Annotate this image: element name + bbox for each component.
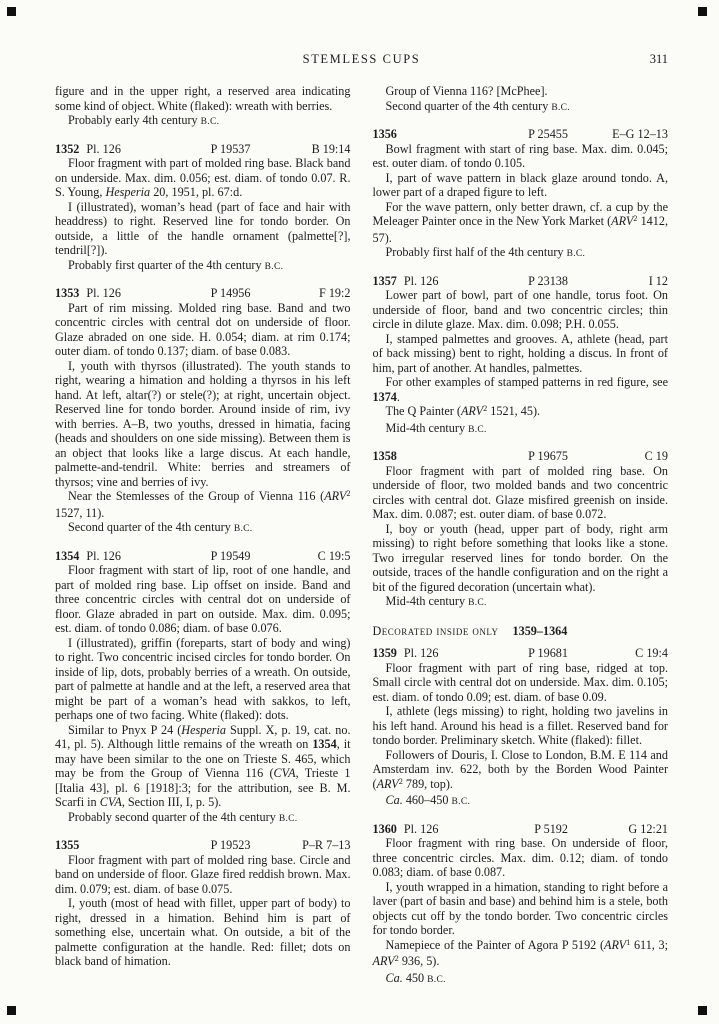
paragraph: [55, 810, 351, 827]
text-run: ARV: [604, 937, 627, 952]
paragraph: [373, 375, 669, 404]
inventory-number: P 19549: [210, 548, 251, 563]
text-run: Hesperia: [181, 722, 226, 737]
column-right: [373, 84, 669, 987]
plate-reference: Pl. 126: [86, 141, 121, 156]
paragraph: [55, 520, 351, 537]
grid-reference: P–R 7–13: [302, 838, 351, 852]
paragraph: [55, 723, 351, 810]
paragraph: [373, 522, 669, 595]
inventory-number: P 14956: [210, 286, 251, 300]
entry-heading: [373, 127, 669, 142]
page-number: 311: [649, 52, 668, 66]
text-run: figure and in the upper right, a reserved area indicating some kind of object. White (flaked): wreath with berries.: [55, 84, 351, 113]
text-run: I, boy or youth (head, upper part of body, right arm missing) to right before something that looks like a stone. Two irregular reserved lines for tondo border. On the outside, traces of the handle configuration and on the right a bit of the figured decoration (uncertain what).: [372, 521, 668, 594]
paragraph: [373, 421, 669, 438]
entry-id: [55, 142, 211, 157]
entry-number: 1358: [372, 449, 397, 463]
text-run: B.C.: [264, 261, 284, 272]
text-run: Second quarter of the 4th century: [385, 98, 552, 113]
text-run: I (illustrated), woman’s head (part of face and hair with headdress) to right. Reserved line for tondo border. On outside, a little of the handle ornament (palmette[?], tendril[?]).: [55, 199, 351, 257]
paragraph: [55, 896, 351, 969]
grid-reference: G 12:21: [628, 821, 668, 836]
text-run: B.C.: [278, 813, 298, 824]
paragraph: [55, 636, 351, 723]
text-run: Floor fragment with ring base. On underside of floor, three concentric circles. Max. dim. 0.12; diam. of tondo 0.083; diam. of base 0.087.: [372, 836, 668, 879]
text-run: B.C.: [551, 102, 570, 113]
entry-heading: [373, 822, 669, 837]
text-run: I, stamped palmettes and grooves. A, athlete (head, part of back missing) bent to right, holding a discus. In front of him, part of another. At handles, palmettes.: [372, 331, 668, 375]
entry-heading: [55, 142, 351, 157]
text-run: 460–450: [402, 793, 452, 807]
text-run: B.C.: [233, 524, 253, 534]
text-run: I (illustrated), griffin (foreparts, start of body and wing) to right. Two concentric incised circles for tondo border. On inside of lip, dots, probably berries of a wreath. On outside, part of palmette at handle and at the left, a reserved area that might be part of a woman’s head with sakkos, to left, perhaps one of two facing. White (flaked): dots.: [55, 635, 351, 722]
paragraph: [55, 489, 351, 520]
paragraph: [373, 971, 669, 988]
paragraph: [373, 84, 669, 99]
section-label: Decorated inside only: [372, 623, 499, 638]
inventory-number: P 5192: [534, 821, 568, 836]
text-run: Mid-4th century: [385, 420, 469, 435]
grid-reference: I 12: [648, 273, 668, 288]
entry-id: [373, 274, 529, 289]
text-run: 611, 3;: [630, 937, 668, 952]
text-run: Near the Stemlesses of the Group of Vienna 116 (: [68, 489, 325, 503]
paragraph: [55, 258, 351, 275]
grid-reference: C 19:5: [317, 548, 351, 563]
paragraph: [373, 200, 669, 246]
text-run: For the wave pattern, only better drawn, cf. a cup by the Meleager Painter once in the New York Market (: [372, 199, 668, 228]
paragraph: [373, 464, 669, 522]
paragraph: [55, 84, 351, 113]
text-run: CVA: [99, 795, 122, 809]
paragraph: [55, 156, 351, 200]
text-run: Group of Vienna 116? [McPhee].: [385, 84, 548, 98]
paragraph: [373, 288, 669, 332]
entry-heading: [373, 274, 669, 289]
paragraph: [55, 113, 351, 130]
text-run: B.C.: [200, 117, 220, 127]
text-run: , Trieste 1 [Italia 43], pl. 6 [1918]:3; for the attribution, see B. M. Scarfi in: [55, 766, 351, 809]
text-run: B.C.: [468, 424, 487, 435]
entry-number: 1352: [55, 141, 80, 156]
column-left: [55, 84, 351, 987]
inventory-number: P 23138: [528, 273, 568, 288]
paragraph: [373, 171, 669, 200]
text-run: 2: [483, 404, 488, 414]
entry-id: [373, 646, 529, 661]
paragraph: [55, 359, 351, 490]
text-run: Floor fragment with part of molded ring base. Black band on underside. Max. dim. 0.056; est. diam. of tondo 0.07. R. S. Young,: [55, 156, 351, 199]
grid-reference: C 19:4: [635, 646, 668, 660]
text-columns: [55, 84, 668, 987]
text-run: Bowl fragment with start of ring base. Max. dim. 0.045; est. outer diam. of tondo 0.105.: [372, 141, 668, 170]
text-run: 2: [398, 776, 403, 786]
paragraph: [373, 880, 669, 938]
entry-number: 1353: [55, 286, 80, 300]
paragraph: [55, 200, 351, 258]
section-range: 1359–1364: [512, 623, 568, 638]
text-run: ARV: [372, 954, 395, 968]
text-run: 1412, 57).: [372, 214, 668, 245]
entry-number: 1354: [55, 548, 80, 563]
text-run: Probably first quarter of the 4th century: [68, 257, 265, 272]
paragraph: [373, 793, 669, 810]
entry-id: [55, 286, 211, 301]
text-run: Floor fragment with part of ring base, ridged at top. Small circle with central dot on underside. Max. dim. 0.105; est. diam. of tondo 0.09; est. diam. of base 0.09.: [372, 660, 668, 704]
text-run: Probably second quarter of the 4th century: [68, 809, 279, 824]
text-run: 789, top).: [402, 776, 453, 791]
text-run: B.C.: [427, 974, 446, 985]
text-run: Ca.: [385, 970, 403, 985]
plate-reference: Pl. 126: [403, 646, 439, 660]
text-run: B.C.: [468, 598, 487, 608]
page-title: STEMLESS CUPS: [302, 52, 421, 66]
entry-id: [55, 838, 211, 853]
plate-reference: Pl. 126: [86, 286, 121, 300]
text-run: Floor fragment with start of lip, root of one handle, and part of molded ring base. Lip offset on inside. Band and three concentric circles with central dot on underside of floor. Glaze abraded in part on outside. Max. dim. 0.095; est. diam. of tondo 0.086; diam. of base 0.076.: [55, 563, 351, 635]
entry-heading: [55, 286, 351, 301]
entry-heading: [55, 549, 351, 564]
text-run: 2: [346, 489, 351, 499]
text-run: I, youth (most of head with fillet, upper part of body) to right, dressed in a himation. Behind him is part of something else, uncertain what. On outside, a bit of the palmette configuration at the handle. Red: fillet; dots on black band of himation.: [55, 896, 351, 968]
text-run: 1527, 11).: [55, 505, 105, 520]
text-run: Lower part of bowl, part of one handle, torus foot. On underside of floor, band and two concentric circles; thin circle in dilute glaze. Max. dim. 0.098; P.H. 0.055.: [372, 288, 668, 331]
registration-mark-bottom-left: [7, 1006, 16, 1015]
running-head: [55, 52, 668, 68]
entry-number: 1355: [55, 838, 80, 852]
grid-reference: E–G 12–13: [612, 127, 668, 141]
plate-reference: Pl. 126: [403, 273, 439, 288]
text-run: Mid-4th century: [385, 594, 469, 608]
paragraph: [373, 332, 669, 376]
text-run: The Q Painter (: [385, 404, 461, 418]
text-run: 1521, 45).: [487, 404, 541, 418]
entry-id: [373, 449, 529, 464]
inventory-number: P 19675: [528, 449, 568, 463]
inventory-number: P 25455: [528, 127, 568, 141]
paragraph: [373, 938, 669, 971]
paragraph: [373, 245, 669, 262]
entry-number: 1356: [372, 127, 397, 141]
text-run: .: [396, 389, 400, 404]
text-run: 1: [626, 937, 631, 947]
text-run: Similar to Pnyx P 24 (: [68, 722, 182, 737]
text-run: 450: [402, 970, 428, 985]
inventory-number: P 19681: [528, 646, 568, 660]
text-run: ARV: [376, 776, 399, 791]
entry-number: 1357: [372, 273, 397, 288]
text-run: Suppl. X, p. 19, cat. no. 41, pl. 5). Although little remains of the wreath on: [55, 722, 351, 751]
registration-mark-bottom-right: [698, 1006, 707, 1015]
text-run: , Section III, I, p. 5).: [121, 795, 222, 809]
text-run: Followers of Douris, I. Close to London, B.M. E 114 and Amsterdam inv. 622, both by the Borden Wood Painter (: [372, 747, 668, 791]
grid-reference: B 19:14: [311, 141, 351, 156]
entry-number: 1359: [372, 646, 397, 660]
text-run: 1374: [372, 389, 397, 404]
text-run: Namepiece of the Painter of Agora P 5192 (: [385, 937, 605, 952]
entry-heading: [373, 646, 669, 661]
grid-reference: C 19: [644, 449, 668, 463]
paragraph: [373, 142, 669, 171]
text-run: ARV: [611, 214, 634, 228]
paragraph: [373, 594, 669, 611]
text-run: Hesperia: [105, 185, 151, 199]
paragraph: [373, 748, 669, 794]
inventory-number: P 19523: [210, 838, 251, 852]
entry-id: [373, 127, 529, 142]
paragraph: [55, 563, 351, 636]
plate-reference: Pl. 126: [86, 548, 121, 563]
text-run: I, youth with thyrsos (illustrated). The youth stands to right, wearing a himation and holding a thyrsos in his left hand. At left, altar(?) or stele(?); at right, uncertain object. Reserved line for tondo border. Around inside of rim, ivy with berries. A–B, two youths, dressed in himatia, facing (heads and shoulders on one side missing). Between them is an object that looks like a large discus. At each handle, palmette-and-tendril. White: berries and streamers of thyrsos; vine and berries of ivy.: [55, 358, 351, 489]
paragraph: [55, 301, 351, 359]
text-run: 1354: [312, 737, 337, 751]
entry-id: [55, 549, 211, 564]
paragraph: [373, 704, 669, 748]
text-run: 2: [394, 954, 399, 964]
paragraph: [55, 853, 351, 897]
registration-mark-top-left: [7, 7, 16, 16]
entry-number: 1360: [372, 821, 397, 836]
paragraph: [373, 661, 669, 705]
text-run: Ca.: [385, 793, 403, 807]
inventory-number: P 19537: [210, 141, 251, 156]
text-run: I, youth wrapped in a himation, standing to right before a laver (part of basin and base) and behind him is a stele, both objects cut off by the tondo border. Two concentric circles for tondo border.: [372, 879, 668, 937]
text-run: 936, 5).: [398, 954, 440, 968]
text-run: Probably first half of the 4th century: [385, 245, 567, 259]
paragraph: [373, 99, 669, 116]
section-heading: [373, 624, 669, 639]
text-run: 20, 1951, pl. 67:d.: [150, 185, 243, 199]
text-run: I, athlete (legs missing) to right, holding two javelins in his left hand. Around his head is a fillet. Reserved band for tondo border. Preliminary sketch. White (flaked): fillet.: [372, 704, 668, 747]
text-run: Floor fragment with part of molded ring base. On underside of floor, two molded bands and two concentric circles with central dot. Glaze misfired greenish on inside. Max. dim. 0.087; est. outer diam. of base 0.072.: [372, 463, 668, 521]
text-run: Part of rim missing. Molded ring base. Band and two concentric circles with central dot on underside of floor. Glaze abraded on one side. H. 0.054; diam. at rim 0.174; outer diam. of tondo 0.137; diam. of base 0.083.: [55, 300, 351, 358]
text-run: ARV: [460, 404, 484, 418]
entry-id: [373, 822, 535, 837]
paragraph: [373, 836, 669, 880]
entry-heading: [55, 838, 351, 853]
text-run: ARV: [324, 489, 347, 503]
text-run: Floor fragment with part of molded ring base. Circle and band on underside of floor. Glaze fired reddish brown. Max. dim. 0.079; est. diam. of base 0.075.: [55, 852, 351, 896]
text-run: 2: [633, 214, 638, 224]
text-run: , it may have been similar to the one on Trieste S. 465, which may be from the Group of Vienna 116 (: [55, 737, 351, 780]
text-run: B.C.: [566, 249, 586, 259]
text-run: B.C.: [451, 797, 471, 807]
text-run: I, part of wave pattern in black glaze around tondo. A, lower part of a draped figure to left.: [372, 170, 668, 199]
text-run: CVA: [273, 766, 296, 780]
text-run: Second quarter of the 4th century: [68, 520, 234, 534]
registration-mark-top-right: [698, 7, 707, 16]
grid-reference: F 19:2: [319, 286, 351, 300]
text-run: Probably early 4th century: [68, 113, 201, 127]
text-run: For other examples of stamped patterns in red figure, see: [385, 375, 668, 389]
plate-reference: Pl. 126: [403, 821, 439, 836]
paragraph: [373, 404, 669, 421]
entry-heading: [373, 449, 669, 464]
